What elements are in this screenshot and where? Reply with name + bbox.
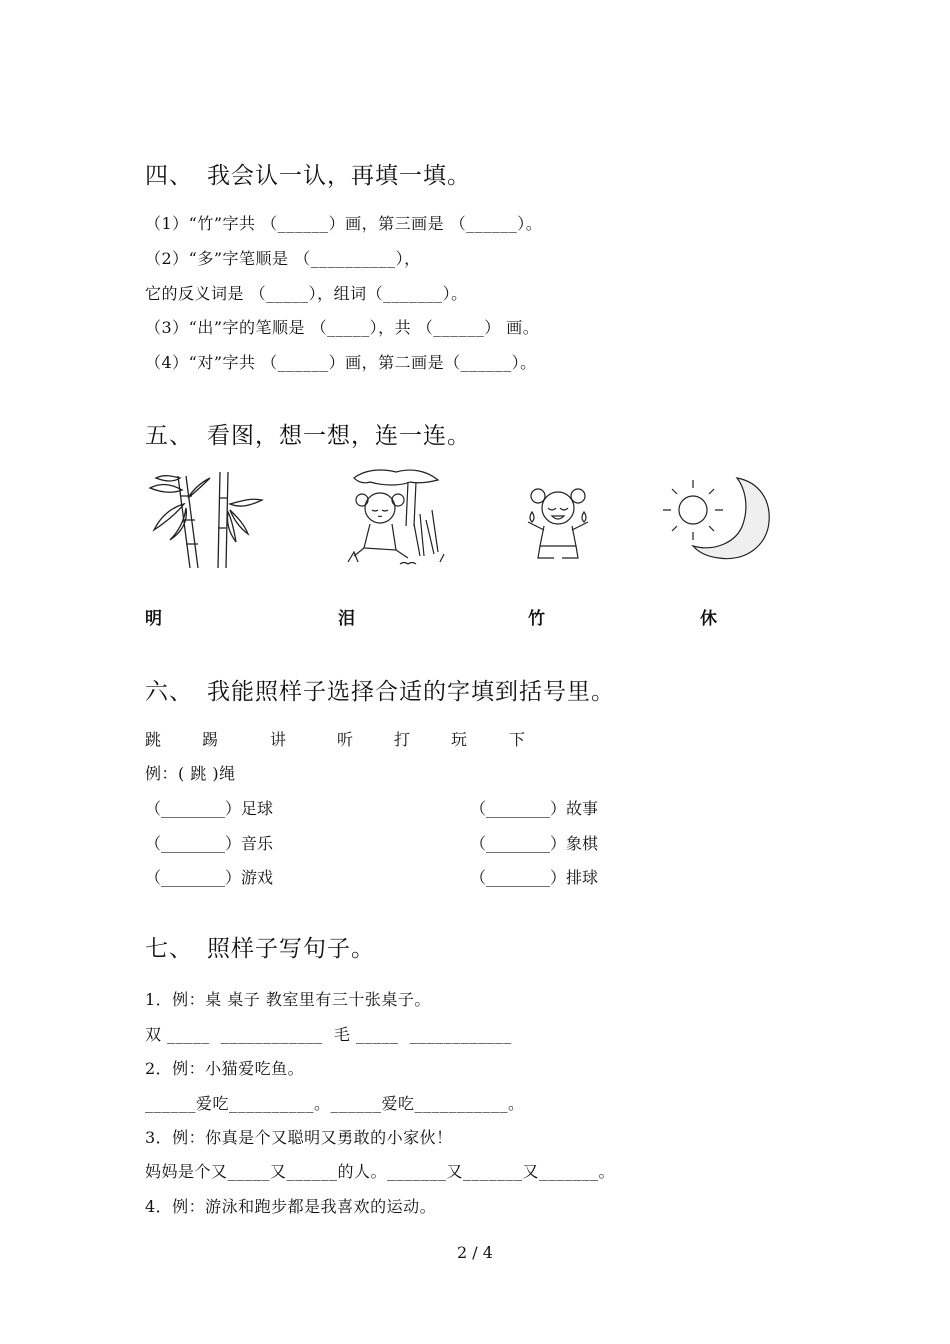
girl-resting-picture <box>340 466 450 572</box>
s4-question-4: （4）“对”字共 （______）画，第二画是（______）。 <box>145 353 537 372</box>
section-7-title: 七、 照样子写句子。 <box>145 936 375 962</box>
s6-example: 例：( 跳 )绳 <box>145 764 236 783</box>
s7-example-3: 3．例：你真是个又聪明又勇敢的小家伙！ <box>145 1128 453 1147</box>
s7-answer-1: 双 _____ ____________ 毛 _____ ____________ <box>145 1025 512 1044</box>
s6-blank-5: （________）游戏 <box>145 868 274 887</box>
s7-example-1: 1．例：桌 桌子 教室里有三十张桌子。 <box>145 990 431 1009</box>
char-choice-6: 玩 <box>451 730 468 749</box>
char-choice-7: 下 <box>509 730 526 749</box>
s6-blank-1: （________）足球 <box>145 799 274 818</box>
char-choice-1: 跳 <box>145 730 162 749</box>
crying-girl-picture <box>518 482 598 562</box>
section-6-title: 六、 我能照样子选择合适的字填到括号里。 <box>145 679 615 705</box>
bamboo-picture <box>140 468 270 574</box>
word-lei: 泪 <box>338 609 355 629</box>
s4-question-1: （1）“竹”字共 （______）画，第三画是 （______）。 <box>145 214 543 233</box>
s6-blank-2: （________）故事 <box>470 799 599 818</box>
s4-question-3: （3）“出”字的笔顺是 （_____），共 （______） 画。 <box>145 318 540 337</box>
section-5-title: 五、 看图，想一想，连一连。 <box>145 423 471 449</box>
s6-blank-4: （________）象棋 <box>470 834 599 853</box>
word-zhu: 竹 <box>528 609 545 629</box>
s7-answer-2: ______爱吃__________。______爱吃___________。 <box>145 1094 525 1113</box>
s4-question-2: （2）“多”字笔顺是 （__________）， <box>145 249 421 268</box>
section-4-title: 四、 我会认一认，再填一填。 <box>145 163 471 189</box>
s4-question-2-cont: 它的反义词是 （_____），组词（_______）。 <box>145 284 468 303</box>
char-choice-4: 听 <box>337 730 354 749</box>
char-choice-2: 踢 <box>202 730 219 749</box>
word-ming: 明 <box>145 609 162 629</box>
page-number: 2 / 4 <box>457 1243 493 1262</box>
word-xiu: 休 <box>700 609 717 629</box>
char-choice-3: 讲 <box>270 730 287 749</box>
s7-example-2: 2．例：小猫爱吃鱼。 <box>145 1059 305 1078</box>
s6-blank-3: （________）音乐 <box>145 834 274 853</box>
s7-answer-3: 妈妈是个又_____又______的人。_______又_______又_______。 <box>145 1162 616 1181</box>
s7-example-4: 4．例：游泳和跑步都是我喜欢的运动。 <box>145 1197 437 1216</box>
s6-blank-6: （________）排球 <box>470 868 599 887</box>
sun-and-moon-picture <box>655 470 775 568</box>
char-choice-5: 打 <box>394 730 411 749</box>
